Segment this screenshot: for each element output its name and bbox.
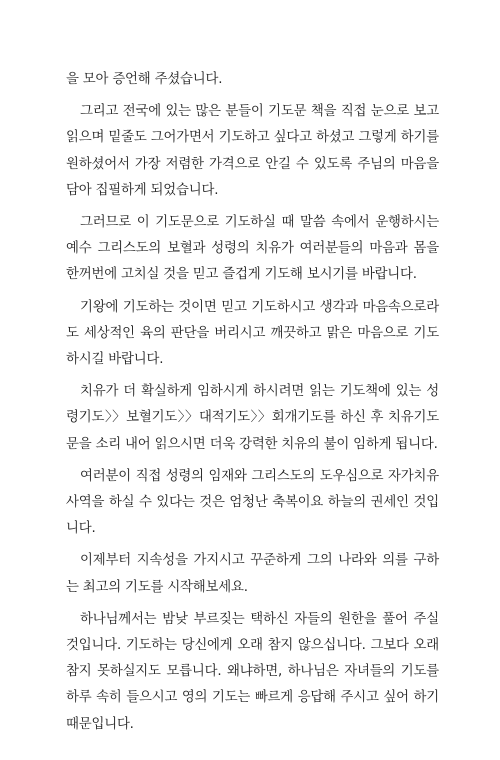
paragraph: 치유가 더 확실하게 임하시게 하시려면 읽는 기도책에 있는 성령기도〉〉보혈기도〉〉대적기도〉〉회개기도를 하신 후 치유기도문을 소리 내어 읽으시면 더욱 강력한 치유의 불이 임하게 됩니다.	[66, 384, 439, 452]
paragraph: 그리고 전국에 있는 많은 분들이 기도문 책을 직접 눈으로 보고 읽으며 밑줄도 그어가면서 기도하고 싶다고 하셨고 그렇게 하기를 원하셨어서 가장 저렴한 가격으로 안길 수 있도록 주님의 마음을 담아 집필하게 되었습니다.	[66, 104, 439, 198]
page-body	[66, 67, 439, 744]
paragraph: 이제부터 지속성을 가지시고 꾸준하게 그의 나라와 의를 구하는 최고의 기도를 시작해보세요.	[66, 553, 439, 595]
paragraph-continuation: 을 모아 증언해 주셨습니다.	[66, 72, 223, 87]
paragraph: 하나님께서는 밤낮 부르짖는 택하신 자들의 원한을 풀어 주실 것입니다. 기도하는 당신에게 오래 참지 않으십니다. 그보다 오래 참지 못하실지도 모릅니다. 왜냐하면, 하나님은 자녀들의 기도를 하루 속히 들으시고 영의 기도는 빠르게 응답해 주시고 싶어 하기 때문입니다.	[66, 611, 439, 732]
paragraph: 여러분이 직접 성령의 임재와 그리스도의 도우심으로 자가치유사역을 하실 수 있다는 것은 엄청난 축복이요 하늘의 권세인 것입니다.	[66, 468, 439, 537]
paragraph: 그러므로 이 기도문으로 기도하실 때 말씀 속에서 운행하시는 예수 그리스도의 보혈과 성령의 치유가 여러분들의 마음과 몸을 한꺼번에 고치실 것을 믿고 즐겁게 기도해 보시기를 바랍니다.	[66, 215, 439, 283]
paragraph: 기왕에 기도하는 것이면 믿고 기도하시고 생각과 마음속으로라도 세상적인 육의 판단을 버리시고 깨끗하고 맑은 마음으로 기도하시길 바랍니다.	[66, 299, 439, 368]
